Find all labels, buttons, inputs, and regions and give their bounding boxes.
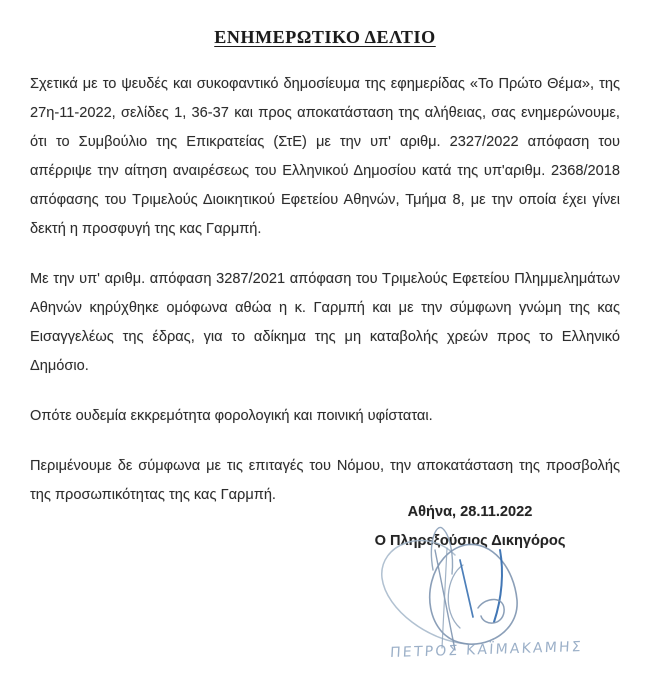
place-date: Αθήνα, 28.11.2022 — [407, 504, 533, 520]
paragraph-2: Με την υπ' αριθμ. απόφαση 3287/2021 απόφαση του Τριμελούς Εφετείου Πλημμελημάτων Αθηνών κηρύχθηκε ομόφωνα αθώα η κ. Γαρμπή και με την σύμφωνη γνώμη της κας Εισαγγελέως της έδρας, για το αδίκημα της μη καταβολής χρεών προς το Ελληνικό Δημόσιο. — [30, 271, 620, 374]
document-body — [30, 70, 620, 510]
signatory-role: Ο Πληρεξούσιος Δικηγόρος — [374, 533, 566, 549]
signature-block — [346, 504, 594, 549]
paragraph-4: Περιμένουμε δε σύμφωνα με τις επιταγές του Νόμου, την αποκατάσταση της προσβολής της προσωπικότητας της κας Γαρμπή. — [30, 458, 620, 503]
document-title: ΕΝΗΜΕΡΩΤΙΚΟ ΔΕΛΤΙΟ — [214, 27, 436, 47]
handwritten-name: ΠΕΤΡΟΣ ΚΑΪΜΑΚΑΜΗΣ — [389, 638, 584, 662]
paragraph-3: Οπότε ουδεμία εκκρεμότητα φορολογική και ποινική υφίσταται. — [30, 408, 433, 424]
paragraph-1: Σχετικά με το ψευδές και συκοφαντικό δημοσίευμα της εφημερίδας «Το Πρώτο Θέμα», της 27η-11-2022, σελίδες 1, 36-37 και προς αποκατάσταση της αλήθειας, σας ενημερώνουμε, ότι το Συμβούλιο της Επικρατείας (ΣτΕ) με την υπ' αριθμ. 2327/2022 απόφαση του απέρριψε την αίτηση αναιρέσεως του Ελληνικού Δημοσίου κατά της υπ'αριθμ. 2368/2018 απόφασης του Τριμελούς Διοικητικού Εφετείου Αθηνών, Τμήμα 8, με την οποία έχει γίνει δεκτή η προσφυγή της κας Γαρμπή. — [30, 76, 620, 237]
